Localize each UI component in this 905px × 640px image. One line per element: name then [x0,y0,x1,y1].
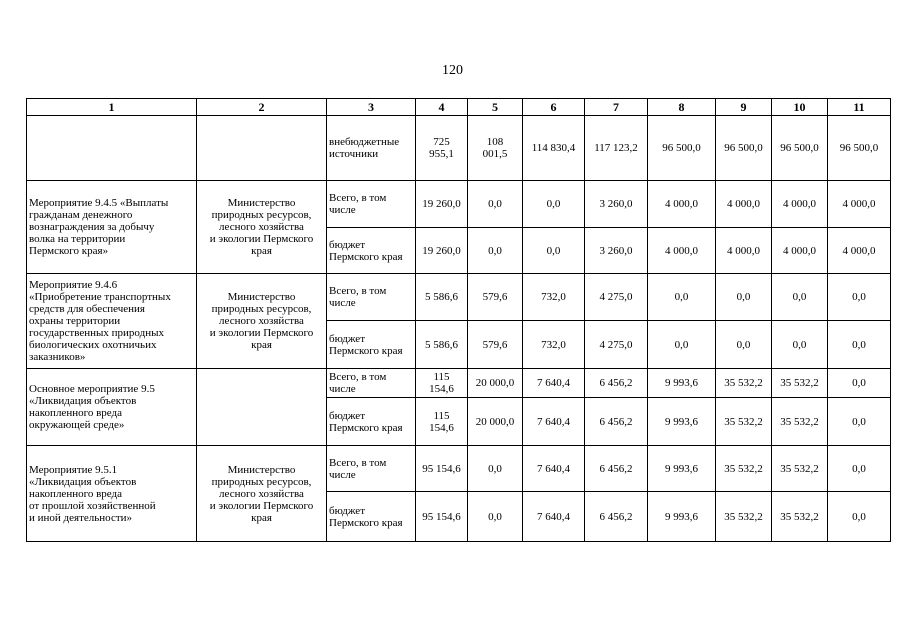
value-cell: 95 154,6 [416,446,468,492]
value-cell: 9 993,6 [648,492,716,542]
value-cell: 96 500,0 [716,116,772,181]
value-cell: 0,0 [523,228,585,274]
value-cell: 96 500,0 [828,116,891,181]
value-cell: 579,6 [468,321,523,369]
value-cell: 9 993,6 [648,398,716,446]
value-cell: 3 260,0 [585,228,648,274]
column-header: 1 [27,99,197,116]
table-row [27,116,891,181]
value-cell: 0,0 [716,321,772,369]
value-cell: 0,0 [828,321,891,369]
executor: Министерство природных ресурсов, лесного хозяйства и экологии Пермского края [197,181,327,274]
value-cell: 19 260,0 [416,181,468,228]
value-cell: 95 154,6 [416,492,468,542]
table-row [27,274,891,321]
value-cell: 0,0 [828,369,891,398]
column-header: 9 [716,99,772,116]
value-cell: 4 275,0 [585,321,648,369]
value-cell: 20 000,0 [468,369,523,398]
value-cell: 0,0 [828,398,891,446]
header-row [27,99,891,116]
value-cell: 96 500,0 [772,116,828,181]
activity-name: Мероприятие 9.4.5 «Выплаты гражданам денежного вознаграждения за добычу волка на территории Пермского края» [27,181,197,274]
column-header: 3 [327,99,416,116]
executor [197,369,327,446]
value-cell: 7 640,4 [523,398,585,446]
value-cell: 0,0 [828,492,891,542]
value-cell: 4 000,0 [828,228,891,274]
value-cell: 0,0 [648,321,716,369]
value-cell: 35 532,2 [716,369,772,398]
value-cell: 0,0 [523,181,585,228]
funding-source: бюджет Пермского края [327,228,416,274]
value-cell: 19 260,0 [416,228,468,274]
column-header: 10 [772,99,828,116]
value-cell: 4 000,0 [828,181,891,228]
funding-source: Всего, в том числе [327,446,416,492]
value-cell: 4 000,0 [772,181,828,228]
value-cell: 725 955,1 [416,116,468,181]
table-row [27,181,891,228]
value-cell: 3 260,0 [585,181,648,228]
column-header: 2 [197,99,327,116]
value-cell: 35 532,2 [716,446,772,492]
value-cell: 7 640,4 [523,492,585,542]
activity-name: Основное мероприятие 9.5 «Ликвидация объектов накопленного вреда окружающей среде» [27,369,197,446]
executor: Министерство природных ресурсов, лесного хозяйства и экологии Пермского края [197,446,327,542]
value-cell: 6 456,2 [585,492,648,542]
value-cell: 0,0 [468,181,523,228]
value-cell: 0,0 [828,446,891,492]
value-cell: 108 001,5 [468,116,523,181]
column-header: 5 [468,99,523,116]
value-cell: 7 640,4 [523,369,585,398]
column-header: 7 [585,99,648,116]
value-cell: 5 586,6 [416,321,468,369]
funding-source: бюджет Пермского края [327,492,416,542]
value-cell: 6 456,2 [585,446,648,492]
value-cell: 35 532,2 [772,446,828,492]
column-header: 8 [648,99,716,116]
value-cell: 732,0 [523,274,585,321]
executor: Министерство природных ресурсов, лесного хозяйства и экологии Пермского края [197,274,327,369]
value-cell: 9 993,6 [648,446,716,492]
value-cell: 0,0 [772,321,828,369]
activity-name: Мероприятие 9.5.1 «Ликвидация объектов накопленного вреда от прошлой хозяйственной и иной деятельности» [27,446,197,542]
value-cell: 4 000,0 [648,228,716,274]
column-header: 6 [523,99,585,116]
value-cell: 35 532,2 [772,492,828,542]
value-cell: 4 000,0 [716,181,772,228]
value-cell: 0,0 [716,274,772,321]
value-cell: 6 456,2 [585,369,648,398]
value-cell: 0,0 [468,228,523,274]
value-cell: 0,0 [468,492,523,542]
budget-table [26,98,891,542]
funding-source: внебюджетные источники [327,116,416,181]
value-cell: 20 000,0 [468,398,523,446]
value-cell: 579,6 [468,274,523,321]
value-cell: 4 000,0 [716,228,772,274]
table-row [27,369,891,398]
funding-source: Всего, в том числе [327,369,416,398]
executor [197,116,327,181]
value-cell: 5 586,6 [416,274,468,321]
value-cell: 732,0 [523,321,585,369]
value-cell: 114 830,4 [523,116,585,181]
value-cell: 115 154,6 [416,369,468,398]
value-cell: 115 154,6 [416,398,468,446]
value-cell: 0,0 [468,446,523,492]
value-cell: 9 993,6 [648,369,716,398]
table-row [27,446,891,492]
funding-source: Всего, в том числе [327,181,416,228]
column-header: 11 [828,99,891,116]
value-cell: 117 123,2 [585,116,648,181]
activity-name [27,116,197,181]
value-cell: 0,0 [772,274,828,321]
value-cell: 35 532,2 [772,369,828,398]
funding-source: бюджет Пермского края [327,321,416,369]
value-cell: 6 456,2 [585,398,648,446]
value-cell: 35 532,2 [716,492,772,542]
value-cell: 4 000,0 [648,181,716,228]
value-cell: 96 500,0 [648,116,716,181]
funding-source: бюджет Пермского края [327,398,416,446]
activity-name: Мероприятие 9.4.6 «Приобретение транспортных средств для обеспечения охраны территории государственных природных биологических охотничьих заказников» [27,274,197,369]
value-cell: 35 532,2 [772,398,828,446]
value-cell: 0,0 [828,274,891,321]
column-header: 4 [416,99,468,116]
funding-source: Всего, в том числе [327,274,416,321]
value-cell: 7 640,4 [523,446,585,492]
value-cell: 4 275,0 [585,274,648,321]
page-number: 120 [442,63,463,78]
value-cell: 0,0 [648,274,716,321]
value-cell: 35 532,2 [716,398,772,446]
value-cell: 4 000,0 [772,228,828,274]
